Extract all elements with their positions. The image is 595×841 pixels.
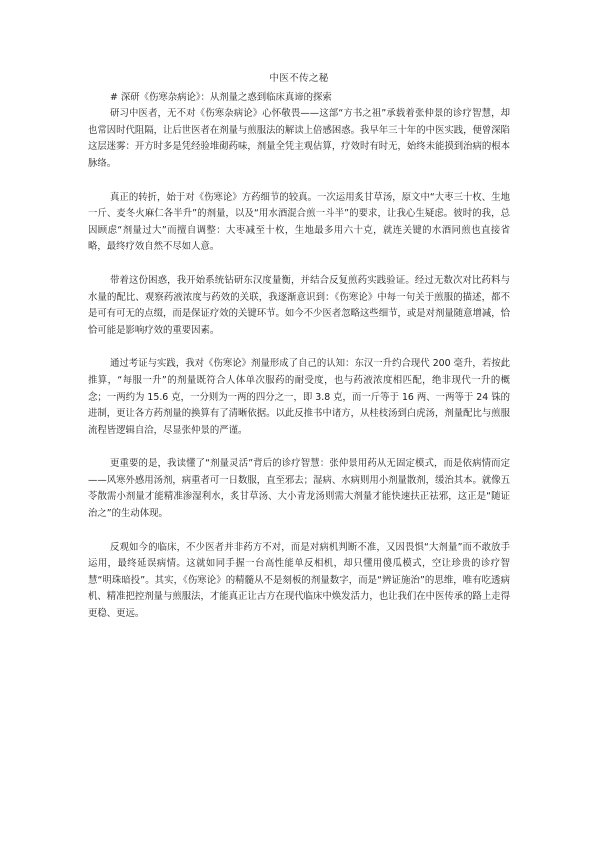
paragraph-5: 更重要的是，我读懂了“剂量灵活”背后的诊疗智慧：张仲景用药从无固定模式，而是依病情而定——风寒外感用汤剂，病重者可一日数服，直至邪去；湿病、水病则用小剂量散剂，缓治其本。就像五苓散需小剂量才能精准渗湿利水，炙甘草汤、大小青龙汤则需大剂量才能快速扶正祛邪，这正是“随证治之”的生动体现。	[88, 458, 510, 520]
paragraph-6: 反观如今的临床，不少医者并非药方不对，而是对病机判断不准，又因畏惧“大剂量”而不敢放手运用，最终延误病情。这就如同手握一台高性能单反相机，却只懂用傻瓜模式，空让珍贵的诊疗智慧“明珠暗投”。其实，《伤寒论》的精髓从不是刻板的剂量数字，而是“辨证施治”的思维，唯有吃透病机、精准把控剂量与煎服法，才能真正让古方在现代临床中焕发活力，也让我们在中医传承的路上走得更稳、更远。	[88, 541, 510, 620]
paragraph-2: 真正的转折，始于对《伤寒论》方药细节的较真。一次运用炙甘草汤，原文中“大枣三十枚、生地一斤、麦冬火麻仁各半升”的剂量，以及“用水酒混合煎一斗半”的要求，让我心生疑虑。彼时的我，总因顾虑“剂量过大”而擅自调整：大枣减至十枚，生地最多用六十克，就连关键的水酒同煎也直接省略，最终疗效自然不尽如人意。	[88, 191, 510, 253]
paragraph-3: 带着这份困惑，我开始系统钻研东汉度量衡，并结合反复煎药实践验证。经过无数次对比药料与水量的配比、观察药液浓度与药效的关联，我逐渐意识到：《伤寒论》中每一句关于煎服的描述，都不是可有可无的点缀，而是保证疗效的关键环节。如今不少医者忽略这些细节，或是对剂量随意增减，恰恰可能是影响疗效的重要因素。	[88, 274, 510, 336]
document-subtitle: # 深研《伤寒杂病论》：从剂量之惑到临床真谛的探索	[110, 91, 332, 103]
paragraph-gap	[88, 523, 510, 540]
paragraph-4: 通过考证与实践，我对《伤寒论》剂量形成了自己的认知：东汉一升约合现代 200 毫升，若按此推算，“每服一升”的剂量既符合人体单次服药的耐受度，也与药液浓度相匹配，绝非现代一升的概念；一两约为 15.6 克，一分则为一两的四分之一，即 3.8 克，而一斤等于 16 两、一两等于 24 铢的进制，更让各方药剂量的换算有了清晰依据。以此反推书中诸方，从桂枝汤到白虎汤，剂量配比与煎服流程皆逻辑自洽，尽显张仲景的严谨。	[88, 358, 510, 436]
document-page	[88, 71, 510, 623]
paragraph-gap	[88, 256, 510, 273]
document-title: 中医不传之秘	[269, 73, 329, 84]
paragraph-gap	[88, 339, 510, 356]
paragraph-gap	[88, 173, 510, 190]
paragraph-1: 研习中医者，无不对《伤寒杂病论》心怀敬畏——这部“方书之祖”承载着张仲景的诊疗智慧，却也常因时代阻隔，让后世医者在剂量与煎服法的解读上倍感困惑。我早年三十年的中医实践，便曾深陷这层迷雾：开方时多是凭经验堆砌药味，剂量全凭主观估算，疗效时有时无，始终未能摸到治病的根本脉络。	[88, 108, 510, 169]
paragraph-gap	[88, 439, 510, 456]
